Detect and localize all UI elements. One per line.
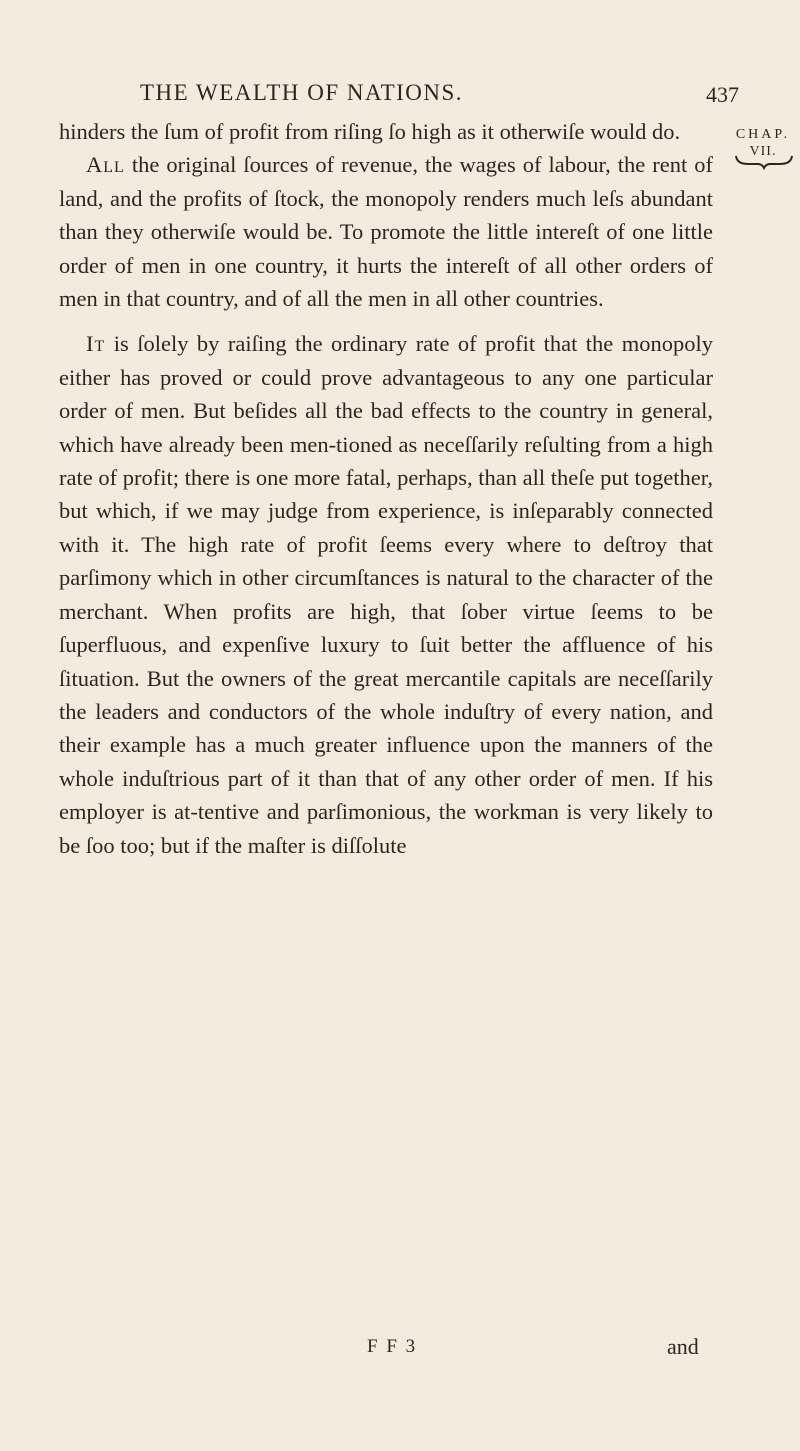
signature-mark: F F 3	[367, 1336, 418, 1357]
page-number: 437	[706, 82, 739, 107]
page-header	[0, 80, 800, 114]
paragraph-lead-word: All	[86, 152, 125, 178]
paragraph-lead-word: It	[86, 331, 106, 357]
paragraph-continued: hinders the ſum of profit from riſing ſo high as it otherwiſe would do.	[59, 119, 681, 144]
body-text	[59, 115, 713, 862]
page-footer	[0, 1336, 800, 1366]
chapter-number: VII.	[749, 144, 777, 159]
paragraph-text: the original ſources of revenue, the wages of labour, the rent of land, and the profits of ſtock, the monopoly renders much leſs abundant than they otherwiſe would be. To promote the little intereſt of one little order of men in one country, it hurts the intereſt of all other orders of men in that country, and of all the men in all other countries.	[59, 152, 713, 312]
paragraph-profit	[59, 327, 713, 862]
margin-brace-icon	[734, 154, 794, 170]
catchword: and	[667, 1334, 699, 1359]
paragraph-revenue	[59, 148, 713, 315]
chapter-label: CHAP.	[735, 127, 791, 142]
running-head: THE WEALTH OF NATIONS.	[140, 80, 464, 105]
paragraph-text: is ſolely by raiſing the ordinary rate of profit that the monopoly either has proved or could prove advantageous to any one particular order of men. But beſides all the bad effects to the country in general, which have already been men-tioned as neceſſarily reſulting from a high rate of profit; there is one more fatal, perhaps, than all theſe put together, but which, if we may judge from experience, is inſeparably connected with it. The high rate of profit ſeems every where to deſtroy that parſimony which in other circumſtances is natural to the character of the merchant. When profits are high, that ſober virtue ſeems to be ſuperfluous, and expenſive luxury to ſuit better the affluence of his ſituation. But the owners of the great mercantile capitals are neceſſarily the leaders and conductors of the whole induſtry of every nation, and their example has a much greater influence upon the manners of the whole induſtrious part of it than that of any other order of men. If his employer is at-tentive and parſimonious, the workman is very likely to be ſoo too; but if the maſter is diſſolute	[59, 331, 713, 858]
